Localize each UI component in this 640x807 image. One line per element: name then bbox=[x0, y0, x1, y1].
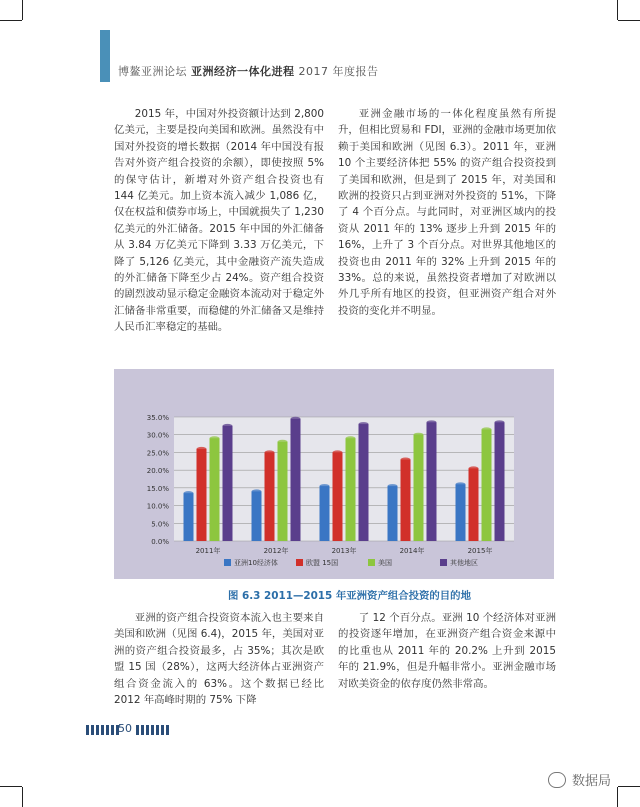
bar-cap bbox=[359, 422, 369, 426]
left-column-2 bbox=[114, 610, 324, 708]
right-column-2 bbox=[338, 610, 556, 692]
bar bbox=[388, 486, 398, 541]
watermark-text: 数据局 bbox=[572, 774, 612, 789]
footer-ornament-right bbox=[136, 725, 169, 735]
bar-cap bbox=[320, 484, 330, 488]
legend-swatch bbox=[296, 559, 303, 566]
y-tick-label: 20.0% bbox=[146, 467, 169, 476]
bar bbox=[333, 452, 343, 541]
bar bbox=[197, 449, 207, 541]
bar bbox=[265, 452, 275, 541]
bar-cap bbox=[456, 482, 466, 486]
x-tick-label: 2012年 bbox=[263, 547, 289, 555]
paragraph: 亚洲的资产组合投资资本流入也主要来自美国和欧洲（见图 6.4)，2015 年，美国对亚洲的资产组合投资最多，占 35%；其次是欧盟 15 国（28%），这两大经济体占亚洲资产组合资金流入的 63%。这个数据已经比 2012 年高峰时期的 75% 下降 bbox=[114, 612, 324, 707]
bar-cap bbox=[333, 450, 343, 454]
bar bbox=[469, 468, 479, 541]
bar bbox=[252, 491, 262, 541]
bar bbox=[210, 438, 220, 541]
bar-cap bbox=[346, 436, 356, 440]
bar-chart-svg bbox=[114, 369, 554, 579]
x-tick-label: 2011年 bbox=[195, 547, 221, 555]
bar bbox=[278, 442, 288, 541]
legend-label: 其他地区 bbox=[450, 559, 478, 567]
x-tick-label: 2013年 bbox=[331, 547, 357, 555]
crop-mark bbox=[0, 786, 22, 787]
paragraph: 亚洲金融市场的一体化程度虽然有所提升，但相比贸易和 FDI，亚洲的金融市场更加依赖于美国和欧洲（见图 6.3）。2011 年，亚洲 10 个主要经济体把 55% 的资产组合投资投到了美国和欧洲，但是到了 2015 年，对美国和欧洲的投资只占到亚洲对外投资的 51%，下降了 4 个百分点。与此同时，对亚洲区域内的投资从 2011 年的 13% 逐步上升到 2015 年的 16%，上升了 3 个百分点。对世界其他地区的投资也由 2011 年的 32% 上升到 2015 年的 33%。总的来说，虽然投资者增加了对欧洲以外几乎所有地区的投资，但亚洲资产组合对外投资的变化并不明显。 bbox=[338, 108, 556, 317]
crop-mark bbox=[618, 20, 640, 21]
bar bbox=[414, 435, 424, 541]
y-tick-label: 30.0% bbox=[146, 431, 169, 440]
bar-chart bbox=[114, 369, 554, 579]
legend-swatch bbox=[440, 559, 447, 566]
left-column bbox=[114, 106, 324, 336]
bar bbox=[482, 429, 492, 541]
bar bbox=[346, 438, 356, 541]
figure-caption: 图 6.3 2011—2015 年亚洲资产组合投资的目的地 bbox=[228, 590, 471, 602]
y-tick-label: 15.0% bbox=[146, 484, 169, 493]
legend-label: 美国 bbox=[378, 559, 392, 567]
bar-cap bbox=[401, 458, 411, 462]
bar-cap bbox=[482, 427, 492, 431]
crop-mark bbox=[618, 786, 640, 787]
crop-mark bbox=[22, 787, 23, 807]
legend-swatch bbox=[368, 559, 375, 566]
bar-cap bbox=[388, 484, 398, 488]
crop-mark bbox=[0, 20, 22, 21]
legend-label: 欧盟 15国 bbox=[306, 559, 339, 567]
crop-mark bbox=[617, 787, 618, 807]
y-tick-label: 0.0% bbox=[151, 538, 169, 546]
bar-cap bbox=[469, 466, 479, 470]
header-prefix: 博鳌亚洲论坛 bbox=[118, 65, 187, 78]
watermark bbox=[548, 770, 611, 789]
header-accent-bar bbox=[100, 30, 110, 82]
page-number: 50 bbox=[118, 722, 132, 735]
bar-cap bbox=[210, 436, 220, 440]
bar-cap bbox=[184, 491, 194, 495]
bar-cap bbox=[291, 417, 301, 421]
bar-cap bbox=[265, 450, 275, 454]
bar-cap bbox=[252, 489, 262, 493]
y-tick-label: 35.0% bbox=[146, 414, 169, 422]
wechat-icon bbox=[548, 772, 566, 788]
bar bbox=[456, 484, 466, 541]
bar-cap bbox=[223, 424, 233, 428]
bar bbox=[427, 422, 437, 541]
bar bbox=[184, 493, 194, 541]
bar bbox=[359, 424, 369, 541]
bar-cap bbox=[278, 440, 288, 444]
legend-swatch bbox=[224, 559, 231, 566]
bar bbox=[495, 422, 505, 541]
legend-label: 亚洲10经济体 bbox=[234, 559, 278, 567]
crop-mark bbox=[22, 0, 23, 20]
y-tick-label: 5.0% bbox=[151, 520, 169, 529]
bar-cap bbox=[495, 420, 505, 424]
header-title: 亚洲经济一体化进程 bbox=[191, 65, 295, 78]
right-column bbox=[338, 106, 556, 319]
paragraph: 2015 年，中国对外投资额计达到 2,800 亿美元，主要是投向美国和欧洲。虽然没有中国对外投资的增长数据（2014 年中国没有报告对外资产组合投资的余额），即使按照 5% 的保守估计，新增对外资产组合投资也有 144 亿美元。加上资本流入减少 1,086 亿，仅在权益和债券市场上，中国就损失了 1,230 亿美元的外汇储备。2015 年中国的外汇储备从 3.84 万亿美元下降到 3.33 万亿美元，下降了 5,126 亿美元，其中金融资产流失造成的外汇储备下降至少占 24%。资产组合投资的剧烈波动显示稳定金融资本流动对于稳定外汇储备非常重要，而稳健的外汇储备又是维持人民币汇率稳定的基础。 bbox=[114, 108, 324, 334]
y-tick-label: 10.0% bbox=[146, 502, 169, 511]
bar bbox=[401, 460, 411, 541]
y-tick-label: 25.0% bbox=[146, 449, 169, 458]
bar bbox=[223, 426, 233, 541]
footer-ornament-left bbox=[86, 725, 119, 735]
paragraph: 了 12 个百分点。亚洲 10 个经济体对亚洲的投资逐年增加，在亚洲资产组合资金来源中的比重也从 2011 年的 20.2% 上升到 2015 年的 21.9%，但是升幅非常小。亚洲金融市场对欧美资金的依存度仍然非常高。 bbox=[338, 612, 556, 690]
header-suffix: 2017 年度报告 bbox=[298, 65, 379, 78]
crop-mark bbox=[617, 0, 618, 20]
x-tick-label: 2014年 bbox=[399, 547, 425, 555]
running-header bbox=[118, 63, 379, 79]
bar-cap bbox=[427, 420, 437, 424]
bar bbox=[320, 486, 330, 541]
bar bbox=[291, 419, 301, 541]
x-tick-label: 2015年 bbox=[467, 547, 493, 555]
bar-cap bbox=[197, 447, 207, 451]
bar-cap bbox=[414, 433, 424, 437]
